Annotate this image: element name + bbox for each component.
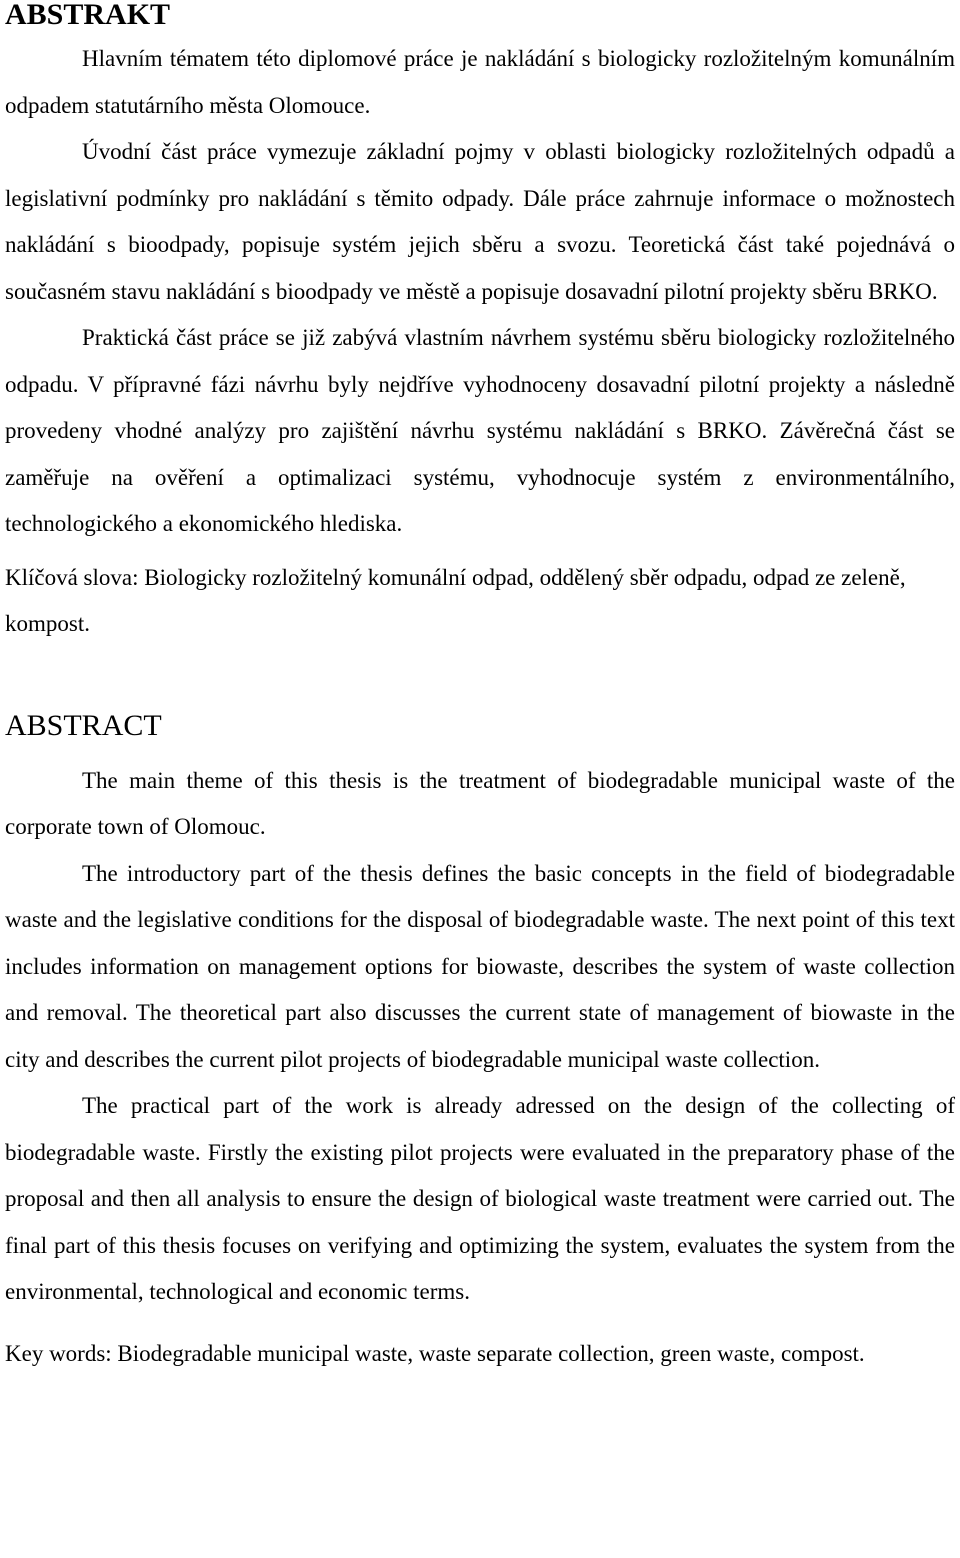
- english-paragraph-intro: The main theme of this thesis is the treatment of biodegradable municipal waste of the corporate town of Olomouc.: [5, 767, 955, 839]
- english-abstract-section: [5, 708, 955, 1378]
- document-page: [5, 0, 955, 1377]
- czech-abstract-heading: ABSTRAKT: [5, 0, 171, 31]
- czech-keywords: Klíčová slova: Biologicky rozložitelný komunální odpad, oddělený sběr odpadu, odpad ze zeleně, kompost.: [5, 564, 906, 636]
- english-abstract-heading: ABSTRACT: [5, 708, 162, 742]
- czech-paragraph-introductory-part: Úvodní část práce vymezuje základní pojmy v oblasti biologicky rozložitelných odpadů a legislativní podmínky pro nakládání s těmito odpady. Dále práce zahrnuje informace o možnostech nakládání s bioodpady, popisuje systém jejich sběru a svozu. Teoretická část také pojednává o současném stavu nakládání s bioodpady ve městě a popisuje dosavadní pilotní projekty sběru BRKO.: [5, 139, 955, 304]
- czech-paragraph-intro: Hlavním tématem této diplomové práce je nakládání s biologicky rozložitelným komunálním odpadem statutárního města Olomouce.: [5, 46, 955, 118]
- english-paragraph-introductory-part: The introductory part of the thesis defines the basic concepts in the field of biodegradable waste and the legislative conditions for the disposal of biodegradable waste. The next point of this text includes information on management options for biowaste, describes the system of waste collection and removal. The theoretical part also discusses the current state of management of biowaste in the city and describes the current pilot projects of biodegradable municipal waste collection.: [5, 860, 955, 1072]
- czech-paragraph-practical-part: Praktická část práce se již zabývá vlastním návrhem systému sběru biologicky rozložitelného odpadu. V přípravné fázi návrhu byly nejdříve vyhodnoceny dosavadní pilotní projekty a následně provedeny vhodné analýzy pro zajištění návrhu systému nakládání s BRKO. Závěrečná část se zaměřuje na ověření a optimalizaci systému, vyhodnocuje systém z environmentálního, technologického a ekonomického hlediska.: [5, 325, 955, 536]
- english-paragraph-practical-part: The practical part of the work is already adressed on the design of the collecting of biodegradable waste. Firstly the existing pilot projects were evaluated in the preparatory phase of the proposal and then all analysis to ensure the design of biological waste treatment were carried out. The final part of this thesis focuses on verifying and optimizing the system, evaluates the system from the environmental, technological and economic terms.: [5, 1093, 955, 1304]
- english-keywords: Key words: Biodegradable municipal waste, waste separate collection, green waste, compost.: [5, 1340, 865, 1366]
- czech-abstract-section: [5, 0, 955, 648]
